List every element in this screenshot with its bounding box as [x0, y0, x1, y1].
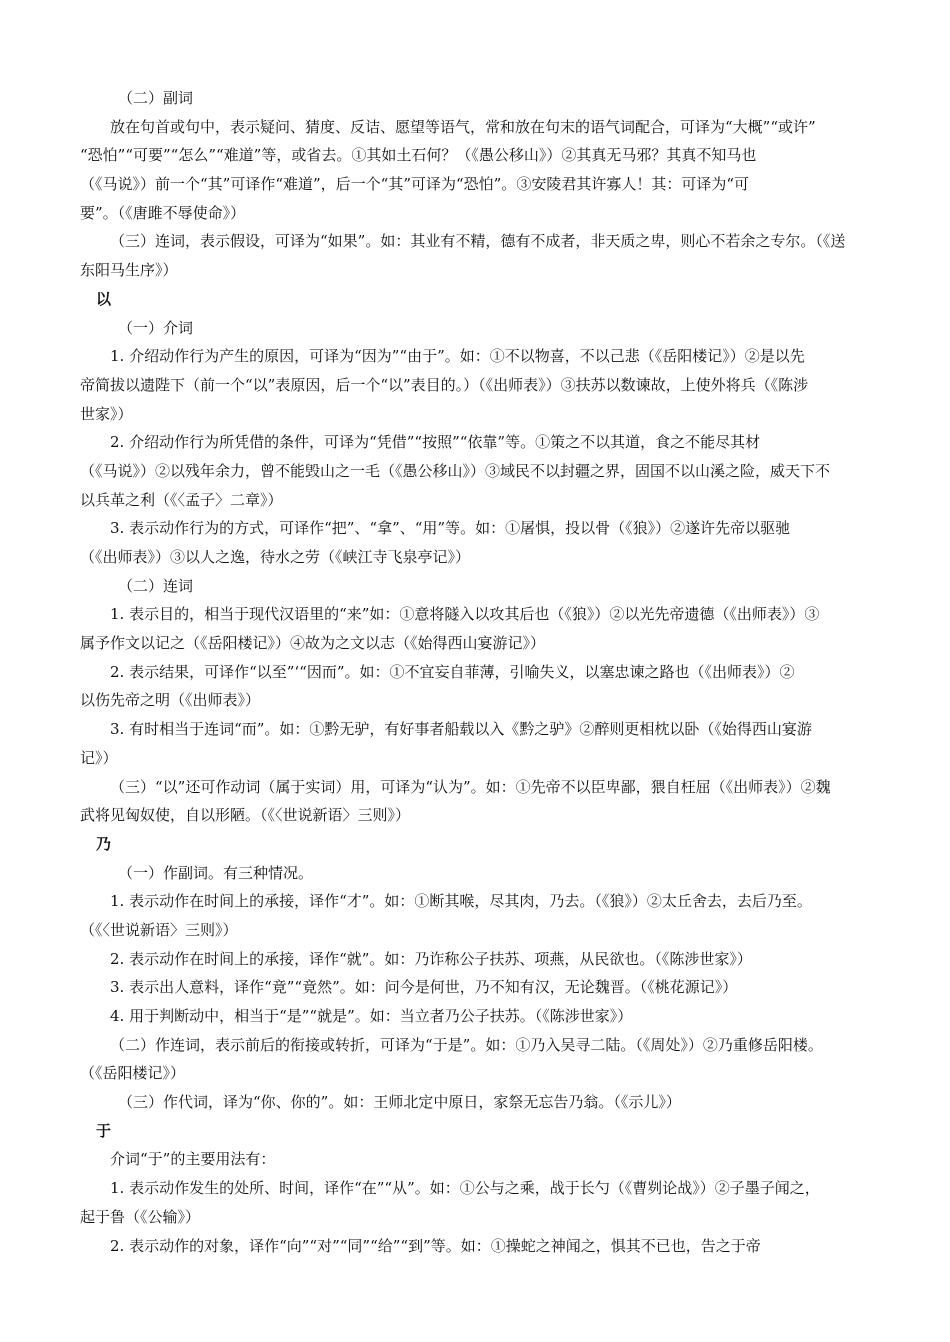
text-line: 放在句首或句中，表示疑问、猜度、反诘、愿望等语气，常和放在句末的语气词配合，可译为“大概”“或许” [110, 117, 816, 136]
text-line: （三）作代词，译为“你、你的”。如：王师北定中原日，家祭无忘告乃翁。（《示儿》） [118, 1093, 681, 1112]
text-line: 东阳马生序》） [80, 261, 178, 280]
text-line: （三）“以”还可作动词（属于实词）用，可译为“认为”。如：①先帝不以臣卑鄙，猥自枉屈（《出师表》）②魏 [110, 777, 831, 796]
text-line: 2. 表示结果，可译作“以至”‘“因而”。如：①不宜妄自菲薄，引喻失义，以塞忠谏之路也（《出师表》）② [110, 662, 795, 681]
text-line: （二）连词 [118, 576, 194, 595]
text-line: （一）介词 [118, 318, 194, 337]
text-line: 3. 表示动作行为的方式，可译作“把”、“拿”、“用”等。如：①屠惧，投以骨（《狼》）②遂许先帝以驱驰 [110, 519, 791, 538]
text-line: 起于鲁（《公输》） [80, 1207, 201, 1226]
section-heading: 以 [96, 289, 112, 308]
text-line: （《出师表》）③以人之逸，待水之劳（《峡江寺飞泉亭记》） [80, 548, 471, 566]
text-line: 2. 表示动作的对象，译作“向”“对”“同”“给”“到”等。如：①操蛇之神闻之，惧其不已也，告之于帝 [110, 1236, 761, 1255]
text-line: 介词“于”的主要用法有： [110, 1150, 276, 1169]
text-line: 属予作文以记之（《岳阳楼记》）④故为之文以志（《始得西山宴游记》） [80, 634, 546, 653]
text-line: “恐怕”“可要”“怎么”“难道”等，或省去。①其如土石何？（《愚公移山》）②其真无马邪？其真不知马也 [80, 146, 757, 165]
text-line: （《马说》）前一个“其”可译作“难道”，后一个“其”可译为“恐怕”。③安陵君其许寡人！其：可译为“可 [80, 175, 750, 194]
text-line: 以伤先帝之明（《出师表》） [80, 691, 261, 710]
document-page [80, 88, 876, 1264]
text-line: （《马说》）②以残年余力，曾不能毁山之一毛（《愚公移山》）③域民不以封疆之界，固国不以山溪之险，威天下不 [80, 461, 831, 480]
text-line: 帝简拔以遗陛下（前一个“以”表原因，后一个“以”表目的。）（《出师表》）③扶苏以数谏故，上使外将兵（《陈涉 [80, 375, 809, 394]
section-heading: 乃 [96, 834, 112, 853]
text-line: （一）作副词。有三种情况。 [118, 863, 314, 882]
text-line: 世家》） [80, 404, 133, 423]
section-heading: 于 [96, 1121, 112, 1140]
text-line: 1. 介绍动作行为产生的原因，可译为“因为”“由于”。如：①不以物喜，不以己悲（《岳阳楼记》）②是以先 [110, 347, 805, 366]
text-line: 1. 表示目的，相当于现代汉语里的“来”如：①意将隧入以攻其后也（《狼》）②以光先帝遗德（《出师表》）③ [110, 605, 820, 624]
text-line: 4. 用于判断动中，相当于“是”“就是”。如：当立者乃公子扶苏。（《陈涉世家》） [110, 1007, 633, 1025]
text-line: 3. 有时相当于连词“而”。如：①黔无驴，有好事者船载以入《黔之驴》②醉则更相枕以卧（《始得西山宴游 [110, 720, 812, 739]
text-line: 2. 表示动作在时间上的承接，译作“就”。如：乃诈称公子扶苏、项燕，从民欲也。（《陈涉世家》） [110, 949, 752, 968]
text-line: 要”。（《唐雎不辱使命》） [80, 203, 246, 222]
text-line: （《〈世说新语〉三则》） [80, 920, 238, 939]
text-line: （三）连词，表示假设，可译为“如果”。如：其业有不精，德有不成者，非天质之卑，则心不若余之专尔。（《送 [110, 232, 846, 251]
text-line: 记》） [80, 748, 118, 767]
text-line: 武将见匈奴使，自以形陋。（《〈世说新语〉三则》） [80, 806, 411, 825]
text-line: 3. 表示出人意料，译作“竟”“竟然”。如：问今是何世，乃不知有汉，无论魏晋。（《桃花源记》） [110, 978, 738, 997]
text-line: （《岳阳楼记》） [80, 1064, 186, 1083]
text-line: 1. 表示动作发生的处所、时间，译作“在”“从”。如：①公与之乘，战于长勺（《曹刿论战》）②子墨子闻之， [110, 1179, 820, 1198]
text-line: （二）副词 [118, 89, 194, 107]
text-line: （二）作连词，表示前后的衔接或转折，可译为“于是”。如：①乃入吴寻二陆。（《周处》）②乃重修岳阳楼。 [110, 1035, 823, 1054]
text-line: 1. 表示动作在时间上的承接，译作“才”。如：①断其喉，尽其肉，乃去。（《狼》）②太丘舍去，去后乃至。 [110, 892, 812, 911]
text-line: 以兵革之利（《〈孟子〉二章》） [80, 490, 283, 509]
text-line: 2. 介绍动作行为所凭借的条件，可译为“凭借”“按照”“依靠”等。①策之不以其道，食之不能尽其材 [110, 433, 761, 452]
